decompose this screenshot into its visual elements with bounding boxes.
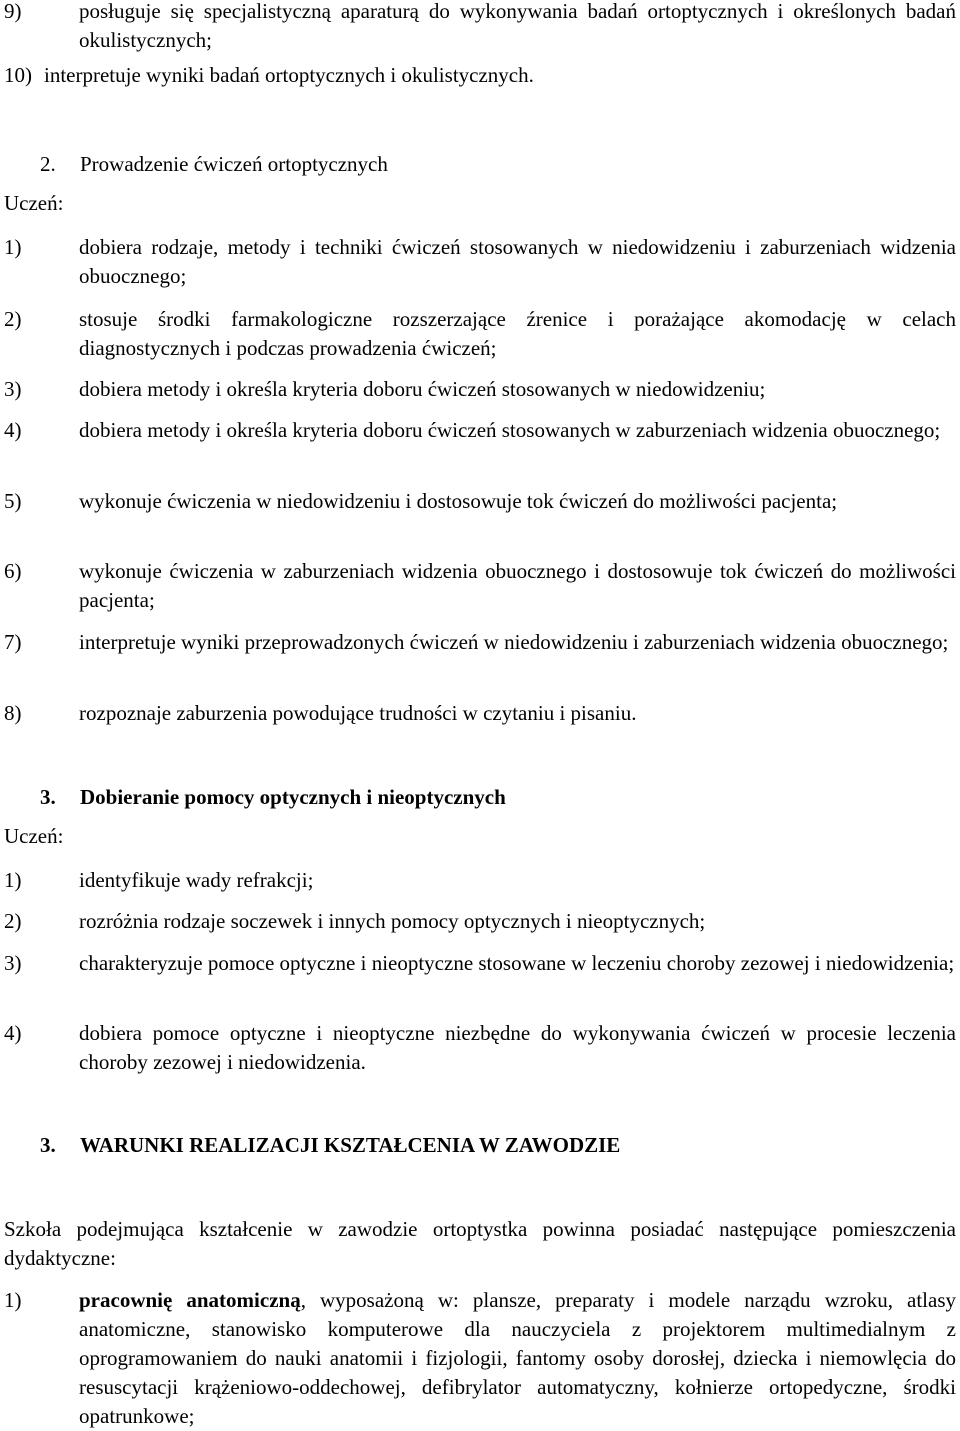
item-text: dobiera metody i określa kryteria doboru ćwiczeń stosowanych w zaburzeniach widzenia obuocznego;	[79, 418, 941, 442]
item-number: 2)	[4, 909, 22, 933]
item-text: rozpoznaje zaburzenia powodujące trudności w czytaniu i pisaniu.	[79, 701, 637, 725]
chapter-title: WARUNKI REALIZACJI KSZTAŁCENIA W ZAWODZIE	[80, 1133, 621, 1157]
room-description: , wyposażoną w: plansze, preparaty i modele narządu wzroku, atlasy anatomiczne, stanowisko komputerowe dla nauczyciela z projektorem multimedialnym z oprogramowaniem do nauki anatomii i fizjologii, fantomy osoby dorosłej, dziecka i niemowlęcia do resuscytacji krążeniowo-oddechowej, defibrylator automatyczny, kołnierze ortopedyczne, środki opatrunkowe;	[79, 1288, 956, 1428]
item-number: 8)	[4, 701, 22, 725]
item-number: 4)	[4, 1021, 22, 1045]
item-number: 7)	[4, 630, 22, 654]
item-number: 2)	[4, 307, 22, 331]
item-number: 10)	[4, 63, 32, 87]
item-text	[79, 1286, 956, 1431]
section-number: 2.	[40, 152, 56, 176]
list-item	[4, 949, 956, 978]
section-title: Dobieranie pomocy optycznych i nieoptycznych	[80, 785, 506, 809]
section-heading	[40, 783, 506, 812]
item-text: wykonuje ćwiczenia w niedowidzeniu i dostosowuje tok ćwiczeń do możliwości pacjenta;	[79, 489, 838, 513]
list-item	[4, 866, 956, 895]
room-name: pracownię anatomiczną	[79, 1288, 301, 1312]
item-number: 5)	[4, 489, 22, 513]
section-number: 3.	[40, 785, 56, 809]
paragraph: Szkoła podejmująca kształcenie w zawodzie ortoptystka powinna posiadać następujące pomieszczenia dydaktyczne:	[4, 1217, 956, 1270]
section-heading	[40, 150, 388, 179]
item-number: 9)	[4, 0, 22, 23]
item-text: posługuje się specjalistyczną aparaturą do wykonywania badań ortoptycznych i określonych badań okulistycznych;	[79, 0, 956, 52]
list-item	[4, 61, 956, 90]
item-number: 1)	[4, 1288, 22, 1312]
item-text: interpretuje wyniki badań ortoptycznych i okulistycznych.	[44, 63, 534, 87]
list-item	[4, 487, 956, 516]
item-number: 1)	[4, 235, 22, 259]
item-text: rozróżnia rodzaje soczewek i innych pomocy optycznych i nieoptycznych;	[79, 909, 706, 933]
item-text: stosuje środki farmakologiczne rozszerzające źrenice i porażające akomodację w celach diagnostycznych i podczas prowadzenia ćwiczeń;	[79, 307, 956, 360]
chapter-number: 3.	[40, 1133, 56, 1157]
list-item	[4, 1019, 956, 1077]
item-number: 1)	[4, 868, 22, 892]
list-item	[4, 375, 956, 404]
list-item	[4, 305, 956, 363]
item-text: wykonuje ćwiczenia w zaburzeniach widzenia obuocznego i dostosowuje tok ćwiczeń do możliwości pacjenta;	[79, 559, 956, 612]
item-number: 6)	[4, 559, 22, 583]
item-text: dobiera metody i określa kryteria doboru ćwiczeń stosowanych w niedowidzeniu;	[79, 377, 766, 401]
item-number: 4)	[4, 418, 22, 442]
intro-label: Uczeń:	[4, 824, 64, 848]
list-item	[4, 907, 956, 936]
list-item	[4, 416, 956, 445]
section-title: Prowadzenie ćwiczeń ortoptycznych	[80, 152, 388, 176]
list-item	[4, 699, 956, 728]
intro-label: Uczeń:	[4, 191, 64, 215]
item-text: dobiera rodzaje, metody i techniki ćwiczeń stosowanych w niedowidzeniu i zaburzeniach widzenia obuocznego;	[79, 235, 956, 288]
item-text: dobiera pomoce optyczne i nieoptyczne niezbędne do wykonywania ćwiczeń w procesie leczenia choroby zezowej i niedowidzenia.	[79, 1021, 956, 1074]
list-item	[4, 628, 956, 657]
item-text: charakteryzuje pomoce optyczne i nieoptyczne stosowane w leczeniu choroby zezowej i niedowidzenia;	[79, 951, 955, 975]
chapter-heading	[40, 1131, 620, 1160]
list-item	[4, 0, 956, 55]
item-number: 3)	[4, 951, 22, 975]
item-text: identyfikuje wady refrakcji;	[79, 868, 314, 892]
item-text: interpretuje wyniki przeprowadzonych ćwiczeń w niedowidzeniu i zaburzeniach widzenia obuocznego;	[79, 630, 949, 654]
list-item	[4, 557, 956, 615]
list-item	[4, 1286, 956, 1431]
list-item	[4, 233, 956, 291]
item-number: 3)	[4, 377, 22, 401]
